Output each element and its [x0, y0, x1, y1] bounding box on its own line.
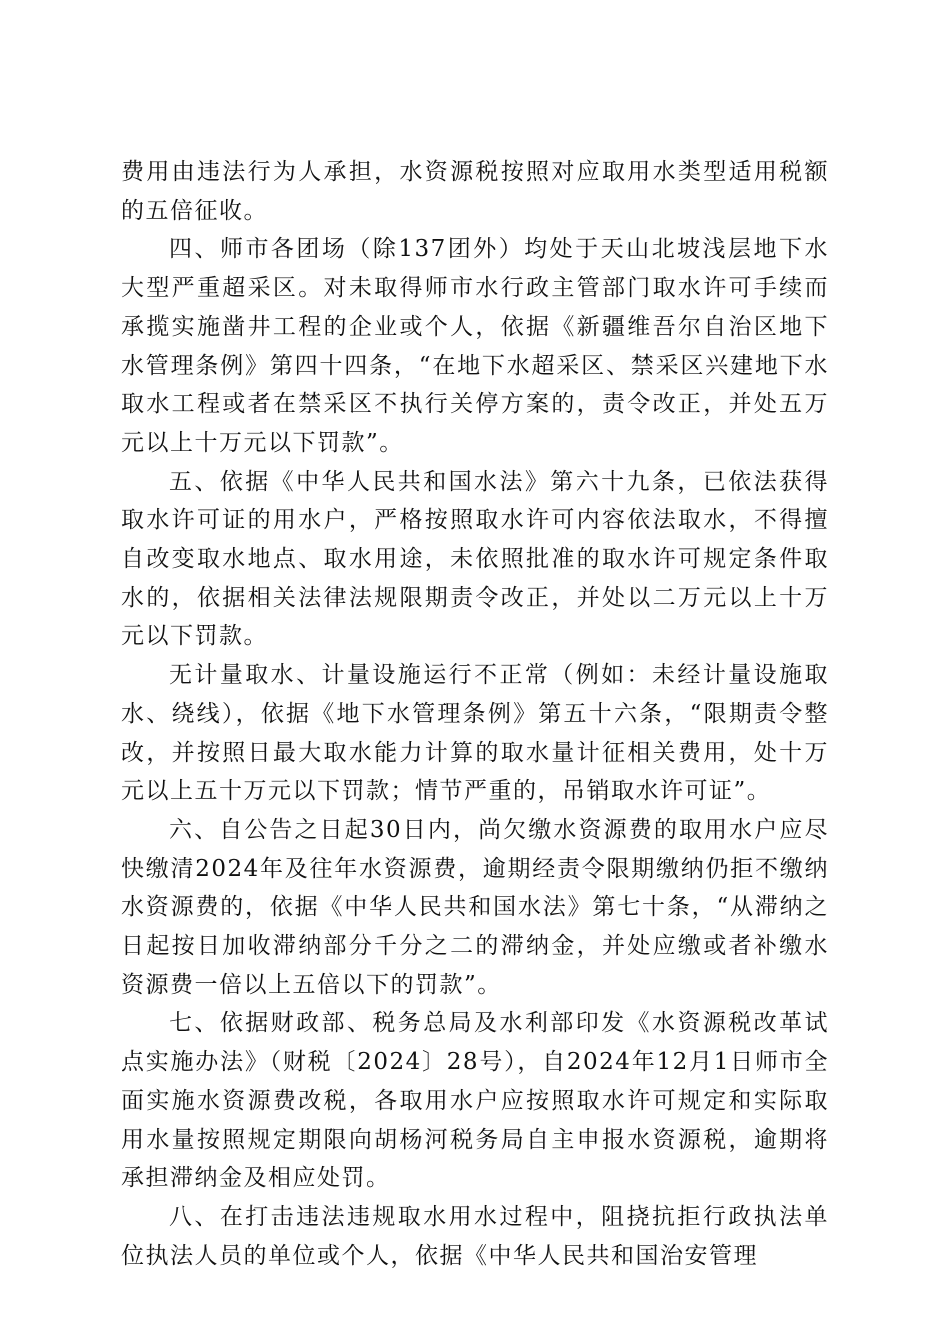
paragraph-section-4: 四、师市各团场（除137团外）均处于天山北坡浅层地下水大型严重超采区。对未取得师市水行政主管部门取水许可手续而承揽实施凿井工程的企业或个人，依据《新疆维吾尔自治区地下水管理条例》第四十四条，“在地下水超采区、禁采区兴建地下水取水工程或者在禁采区不执行关停方案的，责令改正，并处五万元以上十万元以下罚款”。: [121, 236, 829, 456]
paragraph-section-8: 八、在打击违法违规取水用水过程中，阻挠抗拒行政执法单位执法人员的单位或个人，依据《中华人民共和国治安管理: [121, 1203, 829, 1269]
paragraph-section-5: 五、依据《中华人民共和国水法》第六十九条，已依法获得取水许可证的用水户，严格按照取水许可内容依法取水，不得擅自改变取水地点、取水用途，未依照批准的取水许可规定条件取水的，依据相关法律法规限期责令改正，并处以二万元以上十万元以下罚款。: [121, 468, 829, 650]
document-body: [121, 153, 829, 1275]
paragraph-continuation: 费用由违法行为人承担，水资源税按照对应取用水类型适用税额的五倍征收。: [121, 159, 829, 224]
paragraph-section-6: 六、自公告之日起30日内，尚欠缴水资源费的取用水户应尽快缴清2024年及往年水资源费，逾期经责令限期缴纳仍拒不缴纳水资源费的，依据《中华人民共和国水法》第七十条，“从滞纳之日起按日加收滞纳部分千分之二的滞纳金，并处应缴或者补缴水资源费一倍以上五倍以下的罚款”。: [121, 816, 829, 998]
paragraph-section-7: 七、依据财政部、税务总局及水利部印发《水资源税改革试点实施办法》（财税〔2024〕28号），自2024年12月1日师市全面实施水资源费改税，各取用水户应按照取水许可规定和实际取用水量按照规定期限向胡杨河税务局自主申报水资源税，逾期将承担滞纳金及相应处罚。: [121, 1010, 829, 1192]
paragraph-metering: 无计量取水、计量设施运行不正常（例如：未经计量设施取水、绕线），依据《地下水管理条例》第五十六条，“限期责令整改，并按照日最大取水能力计算的取水量计征相关费用，处十万元以上五十万元以下罚款；情节严重的，吊销取水许可证”。: [121, 662, 829, 805]
